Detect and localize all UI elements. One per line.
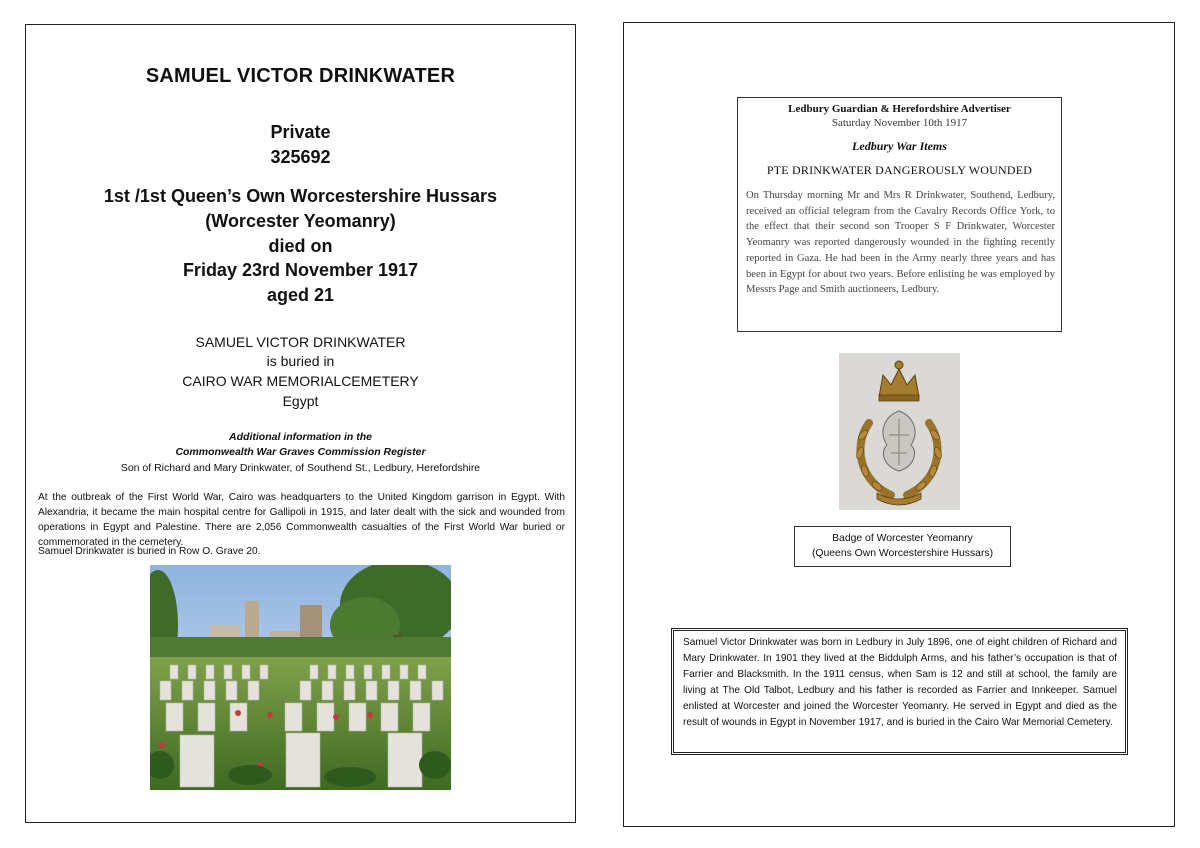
newspaper-headline: PTE DRINKWATER DANGEROUSLY WOUNDED — [766, 163, 1033, 177]
badge-caption-box — [794, 526, 1011, 567]
death-date: Friday 23rd November 1917 — [182, 260, 419, 280]
service-number: 325692 — [270, 147, 331, 167]
parents-info: Son of Richard and Mary Drinkwater, of Southend St., Ledbury, Herefordshire — [120, 462, 481, 474]
left-page — [25, 24, 576, 823]
soldier-name-heading: SAMUEL VICTOR DRINKWATER — [145, 65, 456, 87]
burial-country: Egypt — [282, 393, 319, 409]
rank: Private — [270, 122, 331, 142]
newspaper-date: Saturday November 10th 1917 — [831, 117, 968, 129]
buried-name: SAMUEL VICTOR DRINKWATER — [195, 334, 406, 350]
biography-text: Samuel Victor Drinkwater was born in Ledbury in July 1896, one of eight children of Richard and Mary Drinkwater. In 1901 they lived at the Biddulph Arms, and his father’s occupation is that of Farrier and Blacksmith. In the 1911 census, when Sam is 12 and still at school, the family are living at The Old Talbot, Ledbury and his father is recorded as Farrier and Innkeeper. Samuel enlisted at Worcester and joined the Worcester Yeomanry. He served in Egypt and died as the result of wounds in Egypt in November 1917, and is buried in the Cairo War Memorial Cemetery. — [683, 637, 1117, 729]
grave-location: Samuel Drinkwater is buried in Row O. Grave 20. — [38, 546, 261, 557]
newspaper-section: Ledbury War Items — [852, 139, 947, 153]
regimental-badge-photo — [839, 353, 960, 510]
newspaper-body: On Thursday morning Mr and Mrs R Drinkwater, Southend, Ledbury, received an official telegram from the Cavalry Records Office York, to the effect that their second son Trooper S F Drinkwater, Worcester Yeomanry was reported dangerously wounded in the fighting recently reported in Gaza. He had been in the Army nearly three years and has been in Egypt for about two years. Before enlisting he was employed by Messrs Page and Smith auctioneers, Ledbury. — [746, 190, 1055, 296]
cemetery-name: CAIRO WAR MEMORIALCEMETERY — [182, 373, 419, 389]
age-at-death: aged 21 — [266, 285, 335, 305]
biography-box — [671, 628, 1128, 755]
badge-caption-line-2: (Queens Own Worcestershire Hussars) — [811, 548, 994, 559]
badge-caption-line-1: Badge of Worcester Yeomanry — [832, 533, 973, 544]
buried-in-label: is buried in — [266, 353, 335, 369]
cemetery-history-paragraph: At the outbreak of the First World War, Cairo was headquarters to the United Kingdom garrison in Egypt. With Alexandria, it became the main hospital centre for Gallipoli in 1915, and later dealt with the sick and wounded from operations in Egypt and Palestine. There are 2,056 Commonwealth casualties of the First World War buried or commemorated in the cemetery. — [38, 492, 565, 548]
unit-line-2: (Worcester Yeomanry) — [205, 211, 396, 231]
right-page — [623, 22, 1175, 827]
cemetery-photo-graphic — [150, 565, 451, 790]
additional-info-heading-1: Additional information in the — [229, 431, 372, 443]
cemetery-photo — [150, 565, 451, 790]
newspaper-title: Ledbury Guardian & Herefordshire Advertiser — [788, 103, 1011, 115]
newspaper-clipping — [737, 97, 1062, 332]
additional-info-heading-2: Commonwealth War Graves Commission Register — [175, 446, 426, 458]
unit-line-1: 1st /1st Queen’s Own Worcestershire Hussars — [103, 186, 498, 206]
badge-icon — [839, 353, 960, 510]
died-on-label: died on — [268, 236, 333, 256]
